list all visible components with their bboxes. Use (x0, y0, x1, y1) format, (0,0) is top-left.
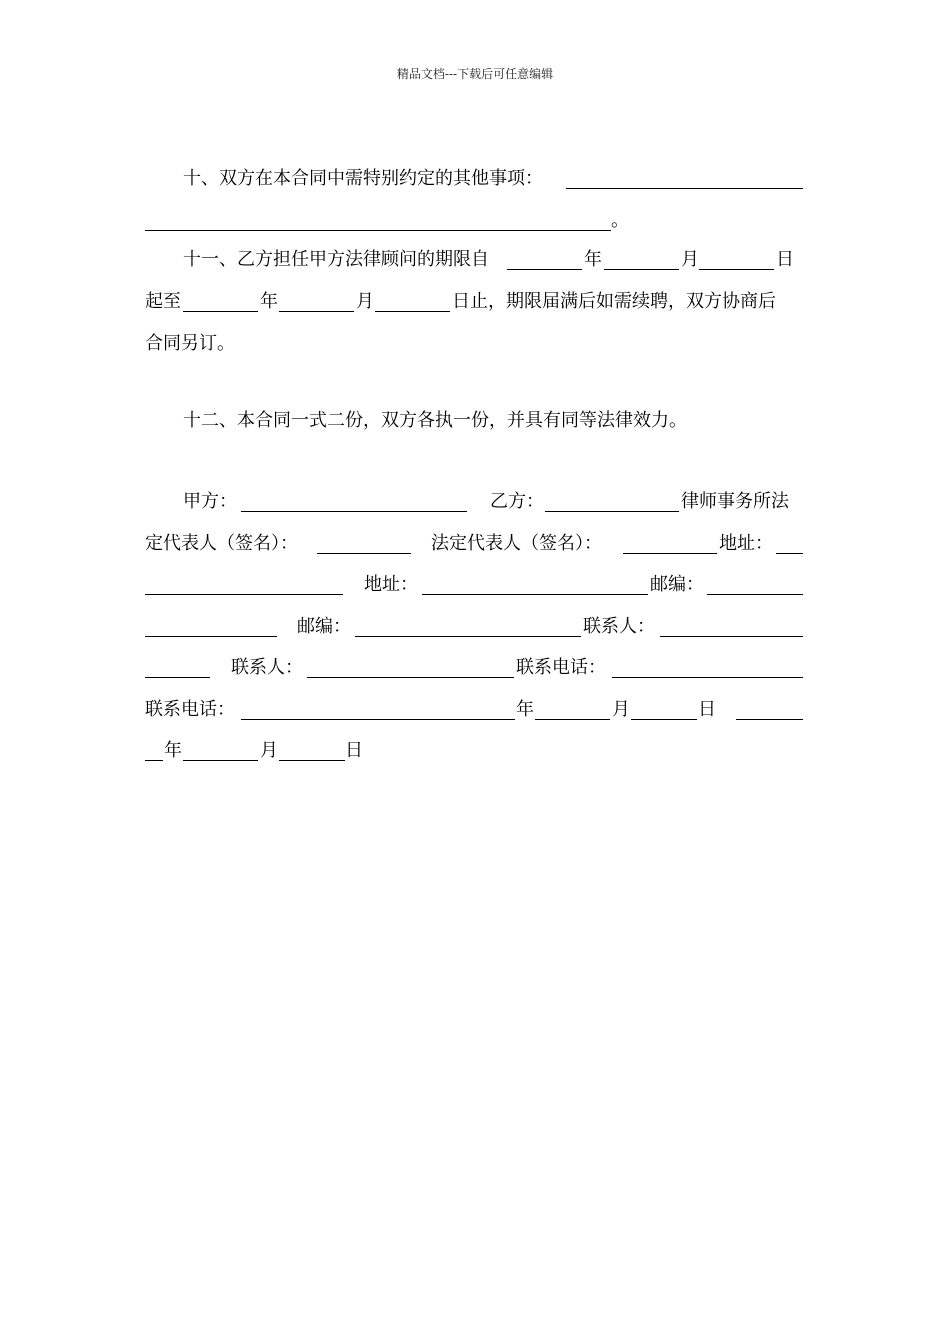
postcode-blank (355, 636, 581, 637)
party-b-label: 乙方： (490, 491, 544, 512)
signature-line-2 (145, 529, 805, 559)
legal-rep-label: 法定代表人（签名）： (431, 533, 602, 554)
article-12-text: 十二、本合同一式二份，双方各执一份，并具有同等法律效力。 (183, 410, 687, 431)
year-label: 年 (260, 291, 278, 312)
end-month-blank (279, 311, 354, 312)
page-header: 精品文档---下载后可任意编辑 (396, 67, 554, 81)
year-label: 年 (516, 699, 534, 720)
party-a-blank (241, 511, 467, 512)
address-label: 地址： (364, 574, 418, 595)
year-label: 年 (164, 740, 182, 761)
signature-line-7 (145, 736, 805, 766)
firm-suffix-text: 律师事务所法 (681, 491, 789, 512)
signature-line-6 (145, 695, 805, 725)
party-b-firm-blank (545, 511, 679, 512)
postcode-blank-start (707, 594, 803, 595)
address-blank-start (776, 553, 803, 554)
article-10-text: 十、双方在本合同中需特别约定的其他事项： (183, 168, 543, 189)
end-mark: 。 (611, 210, 629, 231)
article-11-text: 十一、乙方担任甲方法律顾问的期限自 (183, 249, 489, 270)
end-year-blank (183, 311, 258, 312)
article-12-line (145, 406, 805, 436)
year-label: 年 (584, 249, 602, 270)
article-11-line-2 (145, 287, 805, 317)
signature-line-1 (145, 487, 805, 517)
postcode-label: 邮编： (650, 574, 704, 595)
sign-year-blank-start (736, 719, 803, 720)
phone-blank (241, 719, 515, 720)
month-label: 月 (612, 699, 630, 720)
contact-blank (307, 677, 514, 678)
sign-month-blank-2 (183, 760, 258, 761)
sign-year-blank-cont (145, 760, 163, 761)
party-a-rep-blank (623, 553, 717, 554)
day-label: 日 (345, 740, 363, 761)
end-day-blank (375, 311, 450, 312)
start-year-blank (507, 269, 582, 270)
signature-line-5 (145, 653, 805, 683)
special-terms-blank (566, 188, 803, 189)
article-11-end-text: 合同另订。 (145, 333, 235, 354)
party-b-rep-blank (317, 553, 411, 554)
signature-line-4 (145, 612, 805, 642)
day-stop-text: 日止，期限届满后如需续聘，双方协商后 (452, 291, 776, 312)
special-terms-blank-cont (145, 230, 611, 231)
contact-label: 联系人： (231, 657, 303, 678)
until-label: 起至 (145, 291, 181, 312)
article-10-line-2 (145, 206, 805, 236)
rep-cont-text: 定代表人（签名）： (145, 533, 298, 554)
day-label: 日 (698, 699, 716, 720)
phone-label: 联系电话： (516, 657, 606, 678)
month-label: 月 (681, 249, 699, 270)
sign-month-blank (535, 719, 610, 720)
sign-day-blank-2 (279, 760, 345, 761)
article-11-line-3 (145, 329, 805, 359)
signature-line-3 (145, 570, 805, 600)
phone-blank-start (612, 677, 803, 678)
address-blank (422, 594, 648, 595)
postcode-label: 邮编： (297, 616, 351, 637)
article-11-line-1 (145, 245, 805, 275)
sign-day-blank (631, 719, 697, 720)
month-label: 月 (356, 291, 374, 312)
party-a-label: 甲方： (183, 491, 237, 512)
month-label: 月 (260, 740, 278, 761)
contact-label: 联系人： (583, 616, 655, 637)
phone-label: 联系电话： (145, 699, 235, 720)
address-blank-cont (145, 594, 343, 595)
address-label: 地址： (719, 533, 773, 554)
start-month-blank (604, 269, 679, 270)
postcode-blank-cont (145, 636, 277, 637)
article-10-line-1 (145, 164, 805, 194)
day-label: 日 (776, 249, 794, 270)
contact-blank-cont (145, 677, 210, 678)
contact-blank-start (660, 636, 803, 637)
start-day-blank (699, 269, 774, 270)
